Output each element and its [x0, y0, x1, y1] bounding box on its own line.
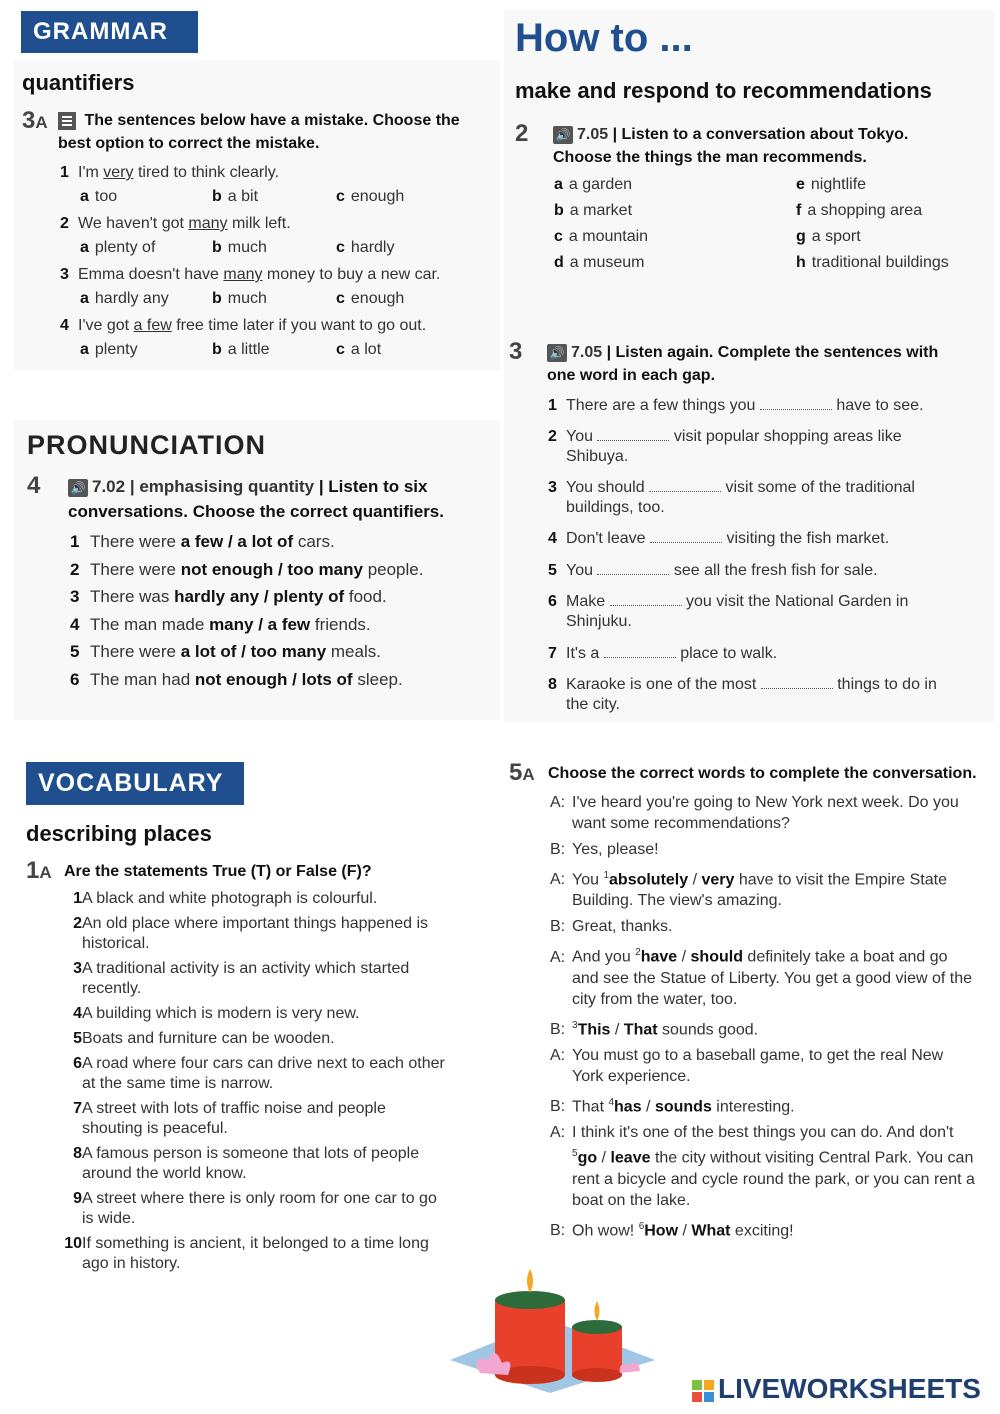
speaker-label: B:	[550, 1020, 566, 1038]
option-letter: a	[80, 341, 89, 358]
answer-gap[interactable]	[597, 426, 669, 441]
option-text: enough	[350, 188, 405, 205]
candles-illustration	[440, 1265, 660, 1395]
conversation-text: /	[688, 871, 702, 889]
recommendation-option[interactable]	[796, 254, 949, 272]
option-c[interactable]	[336, 239, 394, 257]
sentence-text: You	[566, 562, 593, 579]
sentence-text: sleep.	[352, 669, 403, 689]
sentence-item	[60, 265, 440, 285]
speaker-label: A:	[550, 871, 566, 889]
statement-text: A road where four cars can drive next to each other	[82, 1055, 445, 1072]
gap-number: 6	[638, 1220, 645, 1232]
item-number: 8	[73, 1145, 82, 1162]
answer-gap[interactable]	[604, 643, 676, 658]
option-c[interactable]	[336, 290, 404, 308]
word-choice[interactable]: should	[690, 948, 743, 966]
item-number: 4	[548, 530, 557, 547]
conversation-text: I think it's one of the best things you can do. And don't	[572, 1124, 954, 1142]
howto-title: How to ...	[515, 16, 693, 60]
sentence-text: You should	[566, 479, 645, 496]
quantifier-item	[70, 642, 381, 662]
sentence-text: There were	[90, 532, 181, 551]
item-number: 3	[60, 266, 69, 283]
option-b[interactable]	[212, 341, 270, 359]
sentence-text: visit some of the traditional	[725, 479, 915, 496]
sentence-text: Shibuya.	[566, 448, 629, 465]
sentence-text: Don't leave	[566, 530, 646, 547]
document-icon	[58, 112, 76, 130]
option-letter: d	[554, 254, 564, 271]
item-number: 4	[73, 1005, 82, 1022]
item-number: 3	[548, 479, 557, 496]
option-text: much	[227, 290, 267, 307]
sentence-text: I've got	[78, 317, 134, 334]
sentence-text: see all the fresh fish for sale.	[673, 562, 878, 579]
word-choice[interactable]: leave	[610, 1149, 651, 1167]
exercise-5a-instructions: Choose the correct words to complete the conversation.	[548, 765, 977, 782]
sentence-text: have to see.	[836, 397, 924, 414]
word-choice[interactable]: That	[623, 1020, 658, 1038]
option-letter: b	[212, 188, 222, 205]
sentence-text: You	[566, 428, 593, 445]
statement-text: A black and white photograph is colourful.	[82, 890, 378, 907]
item-number: 8	[548, 676, 557, 693]
sentence-text: things to do in	[837, 676, 937, 693]
exercise-3-instructions: 🔊 7.05 | Listen again. Complete the sentences with one word in each gap.	[547, 344, 939, 384]
conversation-line	[550, 1092, 975, 1117]
liveworksheets-logo: LIVEWORKSHEETS	[692, 1373, 981, 1405]
answer-gap[interactable]	[650, 528, 722, 543]
gap-number: 4	[608, 1096, 615, 1108]
sentence-text: cars.	[293, 532, 335, 551]
quantifier-item	[70, 532, 335, 552]
exercise-1a-number: 1A	[26, 857, 52, 884]
answer-gap[interactable]	[761, 674, 833, 689]
option-text: a sport	[811, 228, 861, 245]
item-number: 6	[70, 669, 80, 689]
gap-sentence	[548, 426, 988, 467]
sentence-text: There were	[90, 559, 181, 579]
statement-text: An old place where important things happened is	[82, 915, 428, 932]
statement-item	[54, 1234, 494, 1274]
item-number: 3	[73, 960, 82, 977]
item-number: 4	[60, 317, 69, 334]
conversation-text: /	[677, 948, 691, 966]
word-choice[interactable]: How	[644, 1221, 679, 1239]
option-letter: a	[80, 290, 89, 307]
item-number: 5	[73, 1030, 82, 1047]
sentence-text: friends.	[310, 614, 371, 634]
answer-gap[interactable]	[760, 395, 832, 410]
word-choice[interactable]: sounds	[654, 1098, 712, 1116]
statement-text: recently.	[82, 980, 142, 997]
option-letter: a	[80, 239, 89, 256]
sentence-text: Emma doesn't have	[78, 266, 224, 283]
gap-sentence	[548, 591, 988, 632]
gap-sentence	[548, 674, 988, 715]
conversation-line	[550, 916, 975, 937]
conversation	[550, 792, 975, 1246]
vocabulary-banner: VOCABULARY	[26, 762, 244, 805]
gap-number: 5	[572, 1148, 578, 1160]
statement-item	[54, 1029, 494, 1049]
statement-item	[54, 914, 494, 954]
option-text: a bit	[227, 188, 259, 205]
sentence-item	[60, 316, 426, 336]
option-letter: a	[80, 188, 89, 205]
conversation-line	[550, 865, 975, 911]
statement-text: shouting is peaceful.	[82, 1120, 228, 1137]
sentence-text: you visit the National Garden in	[686, 593, 909, 610]
statement-item	[54, 1189, 494, 1229]
option-b[interactable]	[212, 239, 267, 257]
word-choice[interactable]: absolutely	[609, 871, 689, 889]
conversation-text: And you	[572, 948, 636, 966]
sentence-text: buildings, too.	[566, 499, 665, 516]
conversation-line	[550, 839, 975, 860]
conversation-text: That	[572, 1098, 609, 1116]
statement-item	[54, 1004, 494, 1024]
sentence-text: I'm	[78, 164, 104, 181]
option-text: much	[227, 239, 267, 256]
statement-item	[54, 1099, 494, 1139]
statement-text: at the same time is narrow.	[82, 1075, 274, 1092]
recommendation-option[interactable]	[554, 228, 648, 246]
conversation-text: Yes, please!	[572, 841, 659, 858]
quantifier-choice[interactable]: many / a few	[209, 614, 311, 634]
sentence-text: place to walk.	[680, 645, 778, 662]
option-letter: h	[796, 254, 806, 271]
speaker-label: B:	[550, 1221, 566, 1239]
option-letter: c	[554, 228, 563, 245]
logo-mark-icon	[692, 1380, 714, 1402]
option-letter: b	[212, 239, 222, 256]
sentence-text: The man made	[90, 614, 210, 634]
option-text: hardly	[350, 239, 395, 256]
conversation-text: have to visit the Empire State Building. The view's amazing.	[572, 871, 947, 910]
statement-item	[54, 959, 494, 999]
speaker-label: B:	[550, 1098, 566, 1116]
sentence-text: Shinjuku.	[566, 613, 632, 630]
item-number: 1	[70, 532, 80, 551]
conversation-text: Great, thanks.	[572, 918, 673, 936]
conversation-line	[550, 1216, 975, 1241]
quantifier-choice[interactable]: not enough / lots of	[194, 669, 353, 689]
conversation-text: sounds good.	[657, 1020, 759, 1038]
option-letter: c	[336, 239, 345, 256]
speaker-label: A:	[550, 1046, 566, 1064]
grammar-subtitle: quantifiers	[22, 70, 135, 95]
statement-text: A street where there is only room for one car to go	[82, 1190, 437, 1207]
item-number: 2	[70, 559, 80, 579]
conversation-text: exciting!	[730, 1221, 794, 1239]
answer-gap[interactable]	[597, 560, 669, 575]
statement-item	[54, 1054, 494, 1094]
quantifier-choice[interactable]: not enough / too many	[180, 559, 363, 579]
item-number: 5	[70, 642, 80, 661]
audio-icon[interactable]: 🔊	[68, 479, 88, 497]
word-choice[interactable]: has	[614, 1098, 642, 1116]
sentence-text: milk left.	[227, 215, 291, 232]
item-number: 2	[60, 215, 69, 232]
exercise-4-instructions: 🔊 7.02 | emphasising quantity | Listen to six conversations. Choose the correct quantifiers.	[68, 477, 444, 521]
option-c[interactable]	[336, 188, 404, 206]
recommendation-option[interactable]	[554, 254, 644, 272]
gap-number: 1	[603, 870, 610, 881]
item-number: 2	[548, 428, 557, 445]
speaker-label: A:	[550, 948, 566, 966]
statement-item	[54, 889, 494, 909]
option-text: a shopping area	[807, 202, 923, 219]
exercise-1a-instructions: Are the statements True (T) or False (F)?	[64, 863, 372, 880]
audio-icon[interactable]: 🔊	[553, 126, 573, 144]
sentence-text: the city.	[566, 696, 620, 713]
grammar-banner: GRAMMAR	[21, 11, 198, 53]
option-letter: b	[212, 341, 222, 358]
sentence-text: There were	[90, 642, 181, 661]
option-letter: f	[796, 202, 802, 219]
word-choice[interactable]: This	[577, 1020, 611, 1038]
option-letter: c	[336, 188, 345, 205]
sentence-text: visit popular shopping areas like	[673, 428, 902, 445]
option-text: a museum	[569, 254, 645, 271]
statement-text: is wide.	[82, 1210, 136, 1227]
statement-text: Boats and furniture can be wooden.	[82, 1030, 335, 1047]
exercise-4-number: 4	[27, 472, 41, 499]
quantifier-item	[70, 615, 371, 635]
gap-sentence	[548, 528, 988, 549]
option-text: a garden	[568, 176, 633, 193]
sentence-text: Make	[566, 593, 606, 610]
gap-number: 3	[572, 1019, 578, 1031]
option-a[interactable]	[80, 341, 138, 359]
statement-text: A street with lots of traffic noise and people	[82, 1100, 386, 1117]
sentence-text: visiting the fish market.	[726, 530, 890, 547]
speaker-label: B:	[550, 841, 566, 858]
conversation-text: You	[572, 871, 604, 889]
conversation-text: /	[610, 1020, 624, 1038]
sentence-text: people.	[362, 559, 424, 579]
option-letter: c	[336, 341, 345, 358]
option-a[interactable]	[80, 290, 169, 308]
quantifier-item	[70, 587, 387, 607]
item-number: 6	[73, 1055, 82, 1072]
quantifier-item	[70, 560, 423, 580]
sentence-text: meals.	[326, 642, 381, 661]
underlined-mistake: very	[103, 164, 134, 181]
option-text: enough	[350, 290, 405, 307]
option-text: a mountain	[568, 228, 649, 245]
conversation-line	[550, 942, 975, 1009]
statement-text: A building which is modern is very new.	[82, 1005, 360, 1022]
recommendation-option[interactable]	[796, 202, 922, 220]
option-letter: g	[796, 228, 806, 245]
item-number: 9	[73, 1190, 82, 1207]
statement-text: around the world know.	[82, 1165, 247, 1182]
exercise-3a-number: 3A	[22, 107, 48, 134]
item-number: 4	[70, 614, 80, 634]
conversation-text: You must go to a baseball game, to get the real New York experience.	[572, 1046, 944, 1085]
exercise-2-instructions: 🔊 7.05 | Listen to a conversation about Tokyo. Choose the things the man recommends.	[553, 126, 909, 166]
vocabulary-subtitle: describing places	[26, 821, 212, 846]
item-number: 2	[73, 915, 82, 932]
word-choice[interactable]: have	[640, 948, 678, 966]
option-text: plenty of	[94, 239, 156, 256]
exercise-5a-number: 5A	[509, 759, 535, 786]
conversation-text: /	[641, 1098, 655, 1116]
option-text: traditional buildings	[811, 254, 949, 271]
gap-sentence	[548, 395, 988, 416]
option-text: too	[94, 188, 118, 205]
underlined-mistake: many	[188, 215, 228, 232]
sentence-item	[60, 163, 279, 183]
gap-sentence	[548, 560, 988, 581]
recommendation-option[interactable]	[554, 202, 632, 220]
conversation-text: Oh wow!	[572, 1221, 639, 1239]
item-number: 7	[73, 1100, 82, 1117]
audio-icon[interactable]: 🔊	[547, 344, 567, 362]
option-a[interactable]	[80, 188, 117, 206]
howto-subtitle: make and respond to recommendations	[515, 78, 932, 103]
quantifier-choice[interactable]: hardly any / plenty of	[174, 587, 345, 606]
exercise-2-number: 2	[515, 120, 529, 147]
option-letter: e	[796, 176, 805, 193]
item-number: 7	[548, 645, 557, 662]
conversation-line	[550, 792, 975, 834]
sentence-text: money to buy a new car.	[262, 266, 441, 283]
option-text: nightlife	[810, 176, 867, 193]
pronunciation-heading: PRONUNCIATION	[27, 430, 266, 460]
item-number: 5	[548, 562, 557, 579]
item-number: 3	[70, 587, 80, 606]
option-letter: a	[554, 176, 563, 193]
statement-text: A traditional activity is an activity which started	[82, 960, 410, 977]
gap-number: 2	[635, 947, 641, 959]
conversation-text: /	[597, 1149, 611, 1167]
conversation-text: definitely take a boat and go and see the Statue of Liberty. You get a good view of the city from the water, too.	[572, 948, 972, 1008]
answer-gap[interactable]	[610, 591, 682, 606]
conversation-line	[550, 1122, 975, 1210]
option-letter: b	[554, 202, 564, 219]
underlined-mistake: a few	[133, 317, 172, 334]
option-text: hardly any	[94, 290, 169, 307]
sentence-text: Karaoke is one of the most	[566, 676, 757, 693]
quantifier-choice[interactable]: a few / a lot of	[180, 532, 294, 551]
conversation-text: the city without visiting Central Park. You can rent a bicycle and cycle round the park, or you can rent a boat on the lake.	[572, 1149, 975, 1209]
quantifier-choice[interactable]: a lot of / too many	[180, 642, 327, 661]
option-text: a little	[227, 341, 270, 358]
conversation-text: I've heard you're going to New York next week. Do you want some recommendations?	[572, 794, 959, 832]
speaker-label: A:	[550, 1124, 566, 1142]
recommendation-option[interactable]	[796, 176, 866, 194]
speaker-label: A:	[550, 794, 566, 811]
statement-text: historical.	[82, 935, 150, 952]
word-choice[interactable]: very	[701, 871, 735, 889]
word-choice[interactable]: What	[691, 1221, 731, 1239]
gap-sentence	[548, 477, 988, 518]
option-b[interactable]	[212, 290, 267, 308]
option-c[interactable]	[336, 341, 381, 359]
item-number: 1	[60, 164, 69, 181]
statement-text: If something is ancient, it belonged to a time long	[82, 1235, 429, 1252]
option-a[interactable]	[80, 239, 155, 257]
sentence-text: food.	[344, 587, 387, 606]
quantifier-item	[70, 670, 403, 690]
recommendation-option[interactable]	[554, 176, 632, 194]
item-number: 1	[548, 397, 557, 414]
answer-gap[interactable]	[649, 477, 721, 492]
item-number: 6	[548, 593, 557, 610]
conversation-line	[550, 1045, 975, 1087]
option-text: plenty	[94, 341, 138, 358]
sentence-text: The man had	[90, 669, 195, 689]
statement-text: ago in history.	[82, 1255, 181, 1272]
speaker-label: B:	[550, 918, 566, 936]
option-b[interactable]	[212, 188, 258, 206]
recommendation-option[interactable]	[796, 228, 861, 246]
word-choice[interactable]: go	[577, 1149, 598, 1167]
gap-sentence	[548, 643, 988, 664]
option-letter: c	[336, 290, 345, 307]
sentence-text: It's a	[566, 645, 600, 662]
exercise-3-number: 3	[509, 338, 523, 365]
sentence-text: tired to think clearly.	[133, 164, 280, 181]
conversation-text: /	[678, 1221, 692, 1239]
item-number: 1	[73, 890, 82, 907]
sentence-text: There was	[90, 587, 175, 606]
option-letter: b	[212, 290, 222, 307]
conversation-line	[550, 1015, 975, 1040]
item-number: 10	[64, 1235, 82, 1252]
option-text: a lot	[350, 341, 382, 358]
statement-item	[54, 1144, 494, 1184]
underlined-mistake: many	[223, 266, 263, 283]
conversation-text: interesting.	[711, 1098, 795, 1116]
sentence-text: free time later if you want to go out.	[171, 317, 427, 334]
exercise-3a-instructions: The sentences below have a mistake. Choose the best option to correct the mistake.	[58, 112, 460, 152]
option-text: a market	[569, 202, 633, 219]
sentence-text: There are a few things you	[566, 397, 756, 414]
sentence-item	[60, 214, 291, 234]
sentence-text: We haven't got	[78, 215, 189, 232]
statement-text: A famous person is someone that lots of people	[82, 1145, 420, 1162]
